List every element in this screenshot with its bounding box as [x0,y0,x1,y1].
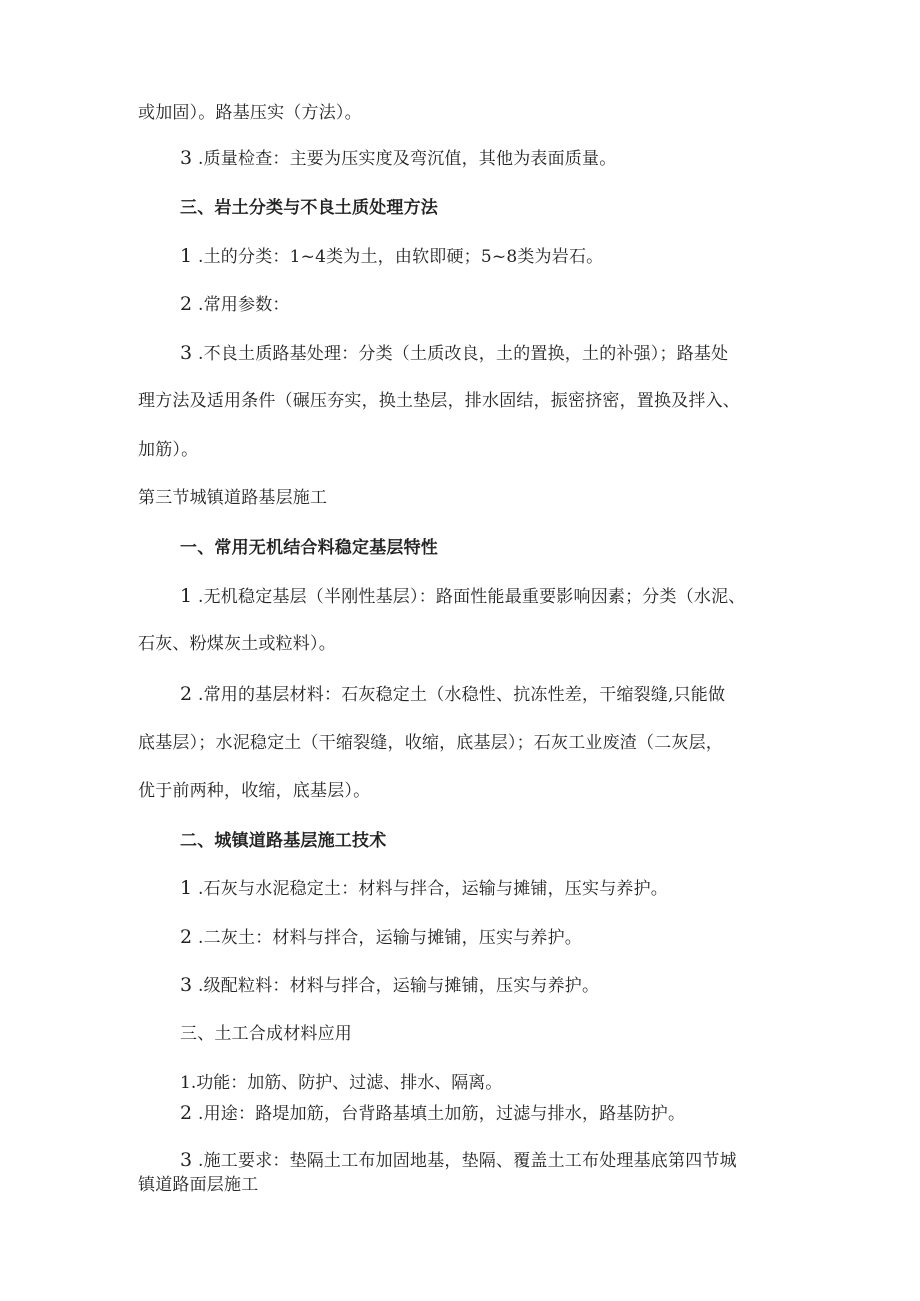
list-item-bad-soil-line2: 理方法及适用条件（碾压夯实，换土垫层，排水固结，振密挤密，置换及拌入、 [138,391,740,411]
section-heading: 三、土工合成材料应用 [180,1024,352,1044]
list-item-two-ash [180,925,582,950]
list-number: 1 [180,585,193,607]
paragraph-line: 或加固）。路基压实（方法）。 [138,103,362,123]
list-item-lime-cement [180,876,668,901]
section-title: 第三节城镇道路基层施工 [138,488,328,508]
list-text: .常用的基层材料：石灰稳定土（水稳性、抗冻性差，干缩裂缝,只能做 [198,685,726,705]
list-number: 2 [180,926,193,948]
list-item-semi-rigid-line2: 石灰、粉煤灰土或粒料）。 [138,634,336,654]
list-item-use [180,1101,685,1126]
list-text: .用途：路堤加筋，台背路基填土加筋，过滤与排水，路基防护。 [198,1104,686,1124]
list-text: .土的分类：1~4类为土，由软即硬；5~8类为岩石。 [198,247,604,267]
list-number: 2 [180,1102,193,1124]
list-item-quality-check [180,146,616,171]
list-text: .级配粒料：材料与拌合，运输与摊铺，压实与养护。 [198,976,600,996]
list-text: .质量检查：主要为压实度及弯沉值，其他为表面质量。 [198,149,617,169]
list-text: .施工要求：垫隔土工布加固地基，垫隔、覆盖土工布处理基底第四节城 [198,1151,737,1171]
list-number: 2 [180,683,193,705]
list-item-base-materials-line1 [180,682,725,707]
list-number: 3 [180,974,193,996]
section-heading: 一、常用无机结合料稳定基层特性 [180,538,438,558]
section-heading: 二、城镇道路基层施工技术 [180,831,387,851]
list-number: 1 [180,245,193,267]
list-text: .二灰土：材料与拌合，运输与摊铺，压实与养护。 [198,928,583,948]
list-item-graded-aggregate [180,973,599,998]
list-item-base-materials-line2: 底基层）；水泥稳定土（干缩裂缝，收缩，底基层）；石灰工业废渣（二灰层， [138,733,723,753]
list-text: .常用参数： [198,295,290,315]
list-item-semi-rigid-line1 [180,584,746,609]
list-text: .不良土质路基处理：分类（土质改良，土的置换，土的补强）；路基处 [198,344,729,364]
list-item-requirements-line1 [180,1148,737,1173]
list-number: 1 [180,877,193,899]
list-item-common-params [180,292,290,317]
list-number: 3 [180,342,193,364]
list-item-soil-classification [180,244,603,269]
list-item-bad-soil-line1 [180,341,728,366]
list-text: .石灰与水泥稳定土：材料与拌合，运输与摊铺，压实与养护。 [198,879,669,899]
list-item-bad-soil-line3: 加筋）。 [138,440,199,460]
list-number: 2 [180,293,193,315]
list-number: 3 [180,1149,193,1171]
list-number: 3 [180,147,193,169]
list-item-base-materials-line3: 优于前两种，收缩，底基层）。 [138,781,371,801]
list-text: .无机稳定基层（半刚性基层）：路面性能最重要影响因素；分类（水泥、 [198,587,746,607]
list-item-function: 1.功能：加筋、防护、过滤、排水、隔离。 [180,1073,503,1093]
list-item-requirements-line2: 镇道路面层施工 [138,1175,259,1195]
section-heading: 三、岩土分类与不良土质处理方法 [180,198,438,218]
